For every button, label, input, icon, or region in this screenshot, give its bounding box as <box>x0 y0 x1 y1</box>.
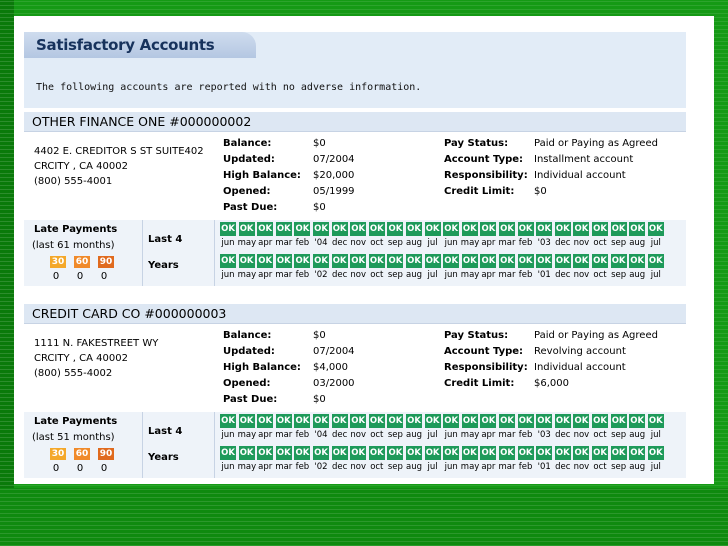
ok-status-badge: OK <box>351 224 366 234</box>
late-90-badge: 90 <box>99 449 113 459</box>
account-details <box>24 132 686 220</box>
field-value-balance: $0 <box>313 138 326 149</box>
ok-status-badge: OK <box>462 224 477 234</box>
month-label: jul <box>427 462 438 472</box>
field-row <box>444 360 684 376</box>
field-value-high-balance: $20,000 <box>313 170 355 181</box>
ok-status-badge: OK <box>518 224 533 234</box>
ok-status-badge: OK <box>258 256 273 266</box>
address-line: CRCITY , CA 40002 <box>34 353 128 364</box>
ok-status-badge: OK <box>221 256 235 266</box>
field-row <box>444 152 684 168</box>
month-label: jul <box>650 430 661 440</box>
address-line: CRCITY , CA 40002 <box>34 161 128 172</box>
month-label: aug <box>629 270 646 280</box>
ok-status-badge: OK <box>630 448 645 458</box>
ok-status-badge: OK <box>500 256 514 266</box>
ok-status-badge: OK <box>258 224 273 234</box>
field-label-balance: Balance: <box>223 330 272 341</box>
month-label: oct <box>370 238 384 248</box>
late-30-count: 0 <box>52 271 60 282</box>
field-label-credit-limit: Credit Limit: <box>444 378 515 389</box>
field-row <box>444 184 684 200</box>
ok-status-badge: OK <box>388 416 403 426</box>
month-label: jul <box>650 462 661 472</box>
ok-status-badge: OK <box>332 256 347 266</box>
ok-status-badge: OK <box>407 416 421 426</box>
late-90-count: 0 <box>100 463 108 474</box>
ok-status-badge: OK <box>239 256 254 266</box>
ok-status-badge: OK <box>500 448 514 458</box>
ok-status-badge: OK <box>388 256 403 266</box>
field-label-updated: Updated: <box>223 154 275 165</box>
field-value-credit-limit: $0 <box>534 186 547 197</box>
ok-status-badge: OK <box>388 448 403 458</box>
ok-status-badge: OK <box>648 224 663 234</box>
address-line: 4402 E. CREDITOR S ST SUITE402 <box>34 146 204 157</box>
field-label-updated: Updated: <box>223 346 275 357</box>
ok-status-badge: OK <box>481 256 496 266</box>
late-60-count: 0 <box>76 463 84 474</box>
month-label: jul <box>427 238 438 248</box>
month-label: aug <box>629 238 646 248</box>
month-label: feb <box>518 430 533 440</box>
ok-status-badge: OK <box>537 224 552 234</box>
section-title: Satisfactory Accounts <box>24 32 256 58</box>
ok-status-badge: OK <box>648 256 663 266</box>
ok-status-badge: OK <box>518 448 533 458</box>
month-label: sep <box>611 270 627 280</box>
section-subtitle: The following accounts are reported with no adverse information. <box>36 82 422 93</box>
month-label: sep <box>611 430 627 440</box>
late-payments-box <box>24 220 142 286</box>
late-payments-title: Late Payments <box>34 224 118 235</box>
month-label: aug <box>629 430 646 440</box>
ok-status-badge: OK <box>481 416 496 426</box>
month-label: jul <box>650 238 661 248</box>
ok-status-badge: OK <box>555 224 570 234</box>
month-label: jul <box>650 270 661 280</box>
ok-status-badge: OK <box>425 256 440 266</box>
month-label: may <box>460 430 480 440</box>
field-value-high-balance: $4,000 <box>313 362 348 373</box>
month-label: mar <box>275 430 293 440</box>
address-line: (800) 555-4002 <box>34 368 113 379</box>
month-label: dec <box>555 430 571 440</box>
field-row <box>444 168 684 184</box>
month-label: '04 <box>314 430 328 440</box>
field-row <box>223 376 423 392</box>
month-label: oct <box>370 462 384 472</box>
payment-history <box>24 412 686 478</box>
ok-status-badge: OK <box>295 256 310 266</box>
ok-status-badge: OK <box>276 416 291 426</box>
field-row <box>223 136 423 152</box>
last4-label: Last 4 <box>148 426 183 437</box>
field-label-past-due: Past Due: <box>223 394 278 405</box>
month-label: jun <box>221 238 235 248</box>
month-label: apr <box>481 462 496 472</box>
ok-status-badge: OK <box>369 416 384 426</box>
ok-status-badge: OK <box>258 416 273 426</box>
month-label: sep <box>387 238 403 248</box>
ok-status-badge: OK <box>574 256 589 266</box>
month-label: jun <box>444 430 458 440</box>
divider <box>214 220 215 286</box>
month-label: dec <box>331 430 348 440</box>
field-label-high-balance: High Balance: <box>223 362 301 373</box>
ok-status-badge: OK <box>276 448 291 458</box>
ok-status-badge: OK <box>258 448 273 458</box>
month-label: nov <box>573 430 590 440</box>
account-summary-left <box>223 136 423 216</box>
month-label: mar <box>498 462 516 472</box>
field-row <box>223 328 423 344</box>
ok-status-badge: OK <box>555 448 570 458</box>
month-label: sep <box>387 270 403 280</box>
ok-status-badge: OK <box>239 224 254 234</box>
ok-status-badge: OK <box>574 416 589 426</box>
month-label: mar <box>275 462 293 472</box>
field-label-responsibility: Responsibility: <box>444 170 528 181</box>
account-summary-right <box>444 136 684 200</box>
ok-status-badge: OK <box>276 256 291 266</box>
field-value-opened: 03/2000 <box>313 378 355 389</box>
years-label: Years <box>148 452 179 463</box>
ok-status-badge: OK <box>593 448 607 458</box>
ok-status-badge: OK <box>425 448 440 458</box>
late-60-badge: 60 <box>75 257 89 267</box>
ok-status-badge: OK <box>462 256 477 266</box>
month-label: oct <box>370 270 384 280</box>
month-label: dec <box>331 270 348 280</box>
account-summary-left <box>223 328 423 408</box>
ok-status-badge: OK <box>444 256 459 266</box>
ok-status-badge: OK <box>314 416 328 426</box>
month-label: sep <box>611 462 627 472</box>
account-address <box>34 144 204 189</box>
field-row <box>223 360 423 376</box>
ok-status-badge: OK <box>444 416 459 426</box>
field-label-past-due: Past Due: <box>223 202 278 213</box>
ok-status-badge: OK <box>630 224 645 234</box>
month-label: nov <box>573 238 590 248</box>
month-label: feb <box>295 462 310 472</box>
left-border-stripe <box>0 0 14 546</box>
field-label-opened: Opened: <box>223 378 271 389</box>
payment-history <box>24 220 686 286</box>
ok-status-badge: OK <box>648 448 663 458</box>
field-row <box>223 344 423 360</box>
month-label: apr <box>258 462 273 472</box>
month-label: jun <box>444 462 458 472</box>
month-label: feb <box>295 430 310 440</box>
ok-status-badge: OK <box>295 224 310 234</box>
ok-status-badge: OK <box>593 416 607 426</box>
late-60-badge: 60 <box>75 449 89 459</box>
address-line: (800) 555-4001 <box>34 176 113 187</box>
month-label: may <box>237 270 257 280</box>
month-label: feb <box>518 270 533 280</box>
month-label: dec <box>331 238 348 248</box>
years-label: Years <box>148 260 179 271</box>
month-label: oct <box>593 270 607 280</box>
ok-status-badge: OK <box>332 224 347 234</box>
late-90-count: 0 <box>100 271 108 282</box>
field-label-account-type: Account Type: <box>444 154 524 165</box>
month-label: jun <box>444 270 458 280</box>
field-value-pay-status: Paid or Paying as Agreed <box>534 138 658 149</box>
ok-status-badge: OK <box>555 416 570 426</box>
month-label: '02 <box>314 462 328 472</box>
ok-status-badge: OK <box>407 448 421 458</box>
ok-status-badge: OK <box>611 224 626 234</box>
report-panel <box>14 16 714 484</box>
month-label: mar <box>498 430 516 440</box>
ok-status-badge: OK <box>425 416 440 426</box>
field-row <box>444 328 684 344</box>
ok-status-badge: OK <box>537 416 552 426</box>
month-label: aug <box>406 270 422 280</box>
ok-status-badge: OK <box>407 256 421 266</box>
bottom-border-stripe <box>0 488 728 546</box>
month-label: jul <box>427 430 438 440</box>
month-label: oct <box>593 462 607 472</box>
month-label: aug <box>406 238 422 248</box>
ok-status-badge: OK <box>314 224 328 234</box>
ok-status-badge: OK <box>369 256 384 266</box>
late-payments-period: (last 61 months) <box>32 240 115 251</box>
ok-status-badge: OK <box>369 224 384 234</box>
field-label-balance: Balance: <box>223 138 272 149</box>
month-label: aug <box>406 462 422 472</box>
divider <box>214 412 215 478</box>
late-90-badge: 90 <box>99 257 113 267</box>
ok-status-badge: OK <box>314 448 328 458</box>
month-label: feb <box>518 238 533 248</box>
field-label-account-type: Account Type: <box>444 346 524 357</box>
ok-status-badge: OK <box>444 224 459 234</box>
ok-status-badge: OK <box>351 416 366 426</box>
field-row <box>444 344 684 360</box>
month-label: sep <box>387 462 403 472</box>
ok-status-badge: OK <box>239 416 254 426</box>
late-payments-title: Late Payments <box>34 416 118 427</box>
ok-status-badge: OK <box>332 416 347 426</box>
field-value-updated: 07/2004 <box>313 346 355 357</box>
ok-status-badge: OK <box>351 256 366 266</box>
ok-status-badge: OK <box>537 256 552 266</box>
ok-status-badge: OK <box>574 448 589 458</box>
month-label: oct <box>593 238 607 248</box>
divider <box>142 220 143 286</box>
month-label: apr <box>258 270 273 280</box>
field-label-responsibility: Responsibility: <box>444 362 528 373</box>
ok-status-badge: OK <box>500 416 514 426</box>
month-label: '01 <box>537 462 551 472</box>
field-row <box>444 136 684 152</box>
field-value-account-type: Installment account <box>534 154 634 165</box>
ok-status-badge: OK <box>555 256 570 266</box>
month-label: feb <box>518 462 533 472</box>
month-label: may <box>237 238 257 248</box>
ok-status-badge: OK <box>407 224 421 234</box>
section-header <box>24 32 686 108</box>
month-label: sep <box>611 238 627 248</box>
ok-status-badge: OK <box>295 448 310 458</box>
late-60-count: 0 <box>76 271 84 282</box>
ok-status-badge: OK <box>388 224 403 234</box>
ok-status-badge: OK <box>648 416 663 426</box>
field-value-past-due: $0 <box>313 202 326 213</box>
ok-status-badge: OK <box>369 448 384 458</box>
ok-status-badge: OK <box>611 256 626 266</box>
account-name: OTHER FINANCE ONE #000000002 <box>24 112 686 132</box>
account-summary-right <box>444 328 684 392</box>
month-label: jun <box>444 238 458 248</box>
month-label: feb <box>295 270 310 280</box>
field-value-opened: 05/1999 <box>313 186 355 197</box>
ok-status-badge: OK <box>295 416 310 426</box>
month-label: apr <box>481 270 496 280</box>
field-row <box>444 376 684 392</box>
ok-status-badge: OK <box>481 224 496 234</box>
ok-status-badge: OK <box>593 256 607 266</box>
month-label: apr <box>258 430 273 440</box>
late-payments-period: (last 51 months) <box>32 432 115 443</box>
month-label: sep <box>387 430 403 440</box>
month-label: feb <box>295 238 310 248</box>
month-label: mar <box>498 238 516 248</box>
field-value-pay-status: Paid or Paying as Agreed <box>534 330 658 341</box>
month-label: may <box>460 462 480 472</box>
month-label: mar <box>275 270 293 280</box>
month-label: oct <box>370 430 384 440</box>
late-payments-box <box>24 412 142 478</box>
month-label: mar <box>498 270 516 280</box>
ok-status-badge: OK <box>462 448 477 458</box>
account-details <box>24 324 686 412</box>
field-value-account-type: Revolving account <box>534 346 626 357</box>
ok-status-badge: OK <box>593 224 607 234</box>
month-label: nov <box>350 238 366 248</box>
ok-status-badge: OK <box>314 256 328 266</box>
month-label: jun <box>221 430 235 440</box>
field-value-past-due: $0 <box>313 394 326 405</box>
ok-status-badge: OK <box>239 448 254 458</box>
field-value-balance: $0 <box>313 330 326 341</box>
month-label: '03 <box>537 430 551 440</box>
month-label: dec <box>555 462 571 472</box>
month-label: '03 <box>537 238 551 248</box>
account-address <box>34 336 158 381</box>
ok-status-badge: OK <box>462 416 477 426</box>
account-name: CREDIT CARD CO #000000003 <box>24 304 686 324</box>
month-label: aug <box>629 462 646 472</box>
month-label: nov <box>350 430 366 440</box>
field-label-credit-limit: Credit Limit: <box>444 186 515 197</box>
ok-status-badge: OK <box>221 448 235 458</box>
ok-status-badge: OK <box>630 416 645 426</box>
field-row <box>223 200 423 216</box>
month-label: nov <box>350 270 366 280</box>
field-row <box>223 184 423 200</box>
field-label-high-balance: High Balance: <box>223 170 301 181</box>
last4-label: Last 4 <box>148 234 183 245</box>
address-line: 1111 N. FAKESTREET WY <box>34 338 159 349</box>
field-value-responsibility: Individual account <box>534 170 626 181</box>
ok-status-badge: OK <box>500 224 514 234</box>
ok-status-badge: OK <box>221 416 235 426</box>
month-label: nov <box>573 270 590 280</box>
month-label: may <box>237 430 257 440</box>
month-label: dec <box>555 270 571 280</box>
ok-status-badge: OK <box>630 256 645 266</box>
late-30-badge: 30 <box>51 257 65 267</box>
field-label-pay-status: Pay Status: <box>444 330 509 341</box>
divider <box>142 412 143 478</box>
ok-status-badge: OK <box>537 448 552 458</box>
field-label-pay-status: Pay Status: <box>444 138 509 149</box>
month-label: dec <box>555 238 571 248</box>
month-label: apr <box>481 430 496 440</box>
month-label: may <box>460 238 480 248</box>
ok-status-badge: OK <box>481 448 496 458</box>
ok-status-badge: OK <box>221 224 235 234</box>
late-30-badge: 30 <box>51 449 65 459</box>
month-label: may <box>237 462 257 472</box>
ok-status-badge: OK <box>351 448 366 458</box>
ok-status-badge: OK <box>611 416 626 426</box>
month-label: nov <box>573 462 590 472</box>
month-label: mar <box>275 238 293 248</box>
month-label: jun <box>221 462 235 472</box>
field-row <box>223 168 423 184</box>
field-label-opened: Opened: <box>223 186 271 197</box>
field-row <box>223 152 423 168</box>
month-label: apr <box>258 238 273 248</box>
ok-status-badge: OK <box>332 448 347 458</box>
field-value-responsibility: Individual account <box>534 362 626 373</box>
month-label: may <box>460 270 480 280</box>
ok-status-badge: OK <box>276 224 291 234</box>
month-label: oct <box>593 430 607 440</box>
month-label: nov <box>350 462 366 472</box>
field-value-credit-limit: $6,000 <box>534 378 569 389</box>
field-row <box>223 392 423 408</box>
month-label: apr <box>481 238 496 248</box>
month-label: '04 <box>314 238 328 248</box>
ok-status-badge: OK <box>574 224 589 234</box>
late-30-count: 0 <box>52 463 60 474</box>
month-label: '02 <box>314 270 328 280</box>
ok-status-badge: OK <box>518 416 533 426</box>
ok-status-badge: OK <box>518 256 533 266</box>
ok-status-badge: OK <box>444 448 459 458</box>
ok-status-badge: OK <box>611 448 626 458</box>
ok-status-badge: OK <box>425 224 440 234</box>
month-label: dec <box>331 462 348 472</box>
month-label: aug <box>406 430 422 440</box>
month-label: jul <box>427 270 438 280</box>
month-label: '01 <box>537 270 551 280</box>
field-value-updated: 07/2004 <box>313 154 355 165</box>
month-label: jun <box>221 270 235 280</box>
